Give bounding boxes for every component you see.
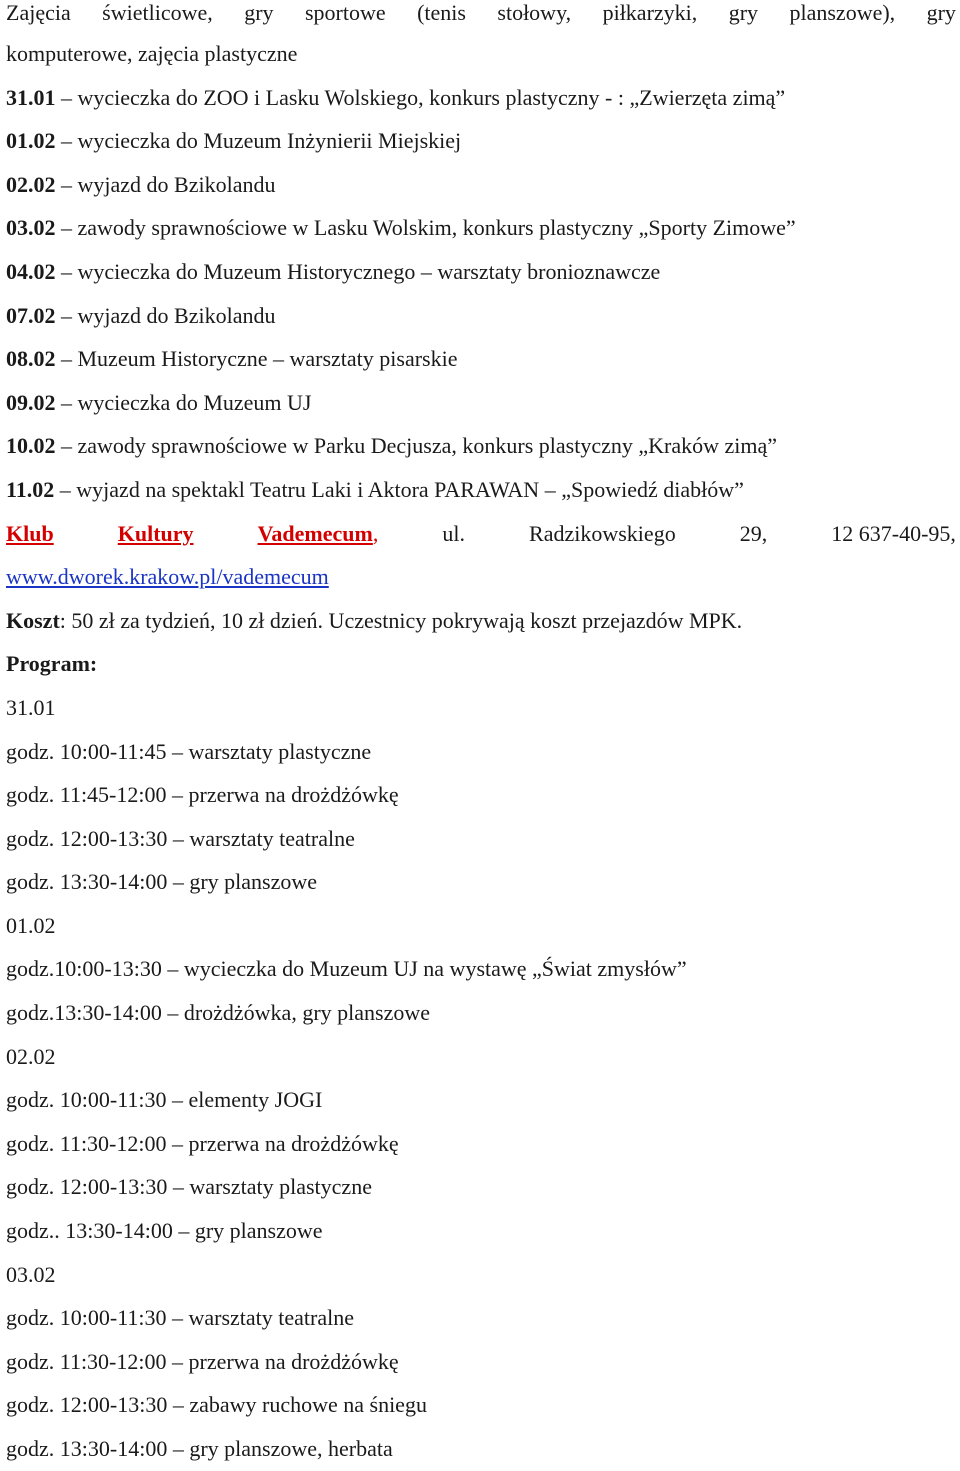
program-item: godz. 11:30-12:00 – przerwa na drożdżówkę — [6, 1348, 399, 1374]
program-day — [6, 686, 956, 904]
document-page — [6, 0, 956, 1471]
event-text: – Muzeum Historyczne – warsztaty pisarskie — [61, 346, 458, 372]
intro-word: planszowe), — [789, 0, 896, 25]
program-item: godz. 11:45-12:00 – przerwa na drożdżówkę — [6, 782, 399, 808]
program-day-date: 01.02 — [6, 912, 56, 938]
intro-word: sportowe — [304, 0, 386, 25]
program-item: godz. 10:00-11:45 – warsztaty plastyczne — [6, 738, 372, 764]
event-date: 10.02 — [6, 433, 56, 459]
event-row — [6, 294, 956, 338]
event-row — [6, 337, 956, 381]
intro-line-2: komputerowe, zajęcia plastyczne — [6, 41, 298, 66]
program-heading: Program: — [6, 651, 98, 677]
event-text: – zawody sprawnościowe w Parku Decjusza, konkurs plastyczny „Kraków zimą” — [61, 433, 777, 459]
event-date: 31.01 — [6, 84, 56, 110]
venue-name-word: Kultury — [117, 520, 194, 546]
event-text: – wycieczka do ZOO i Lasku Wolskiego, konkurs plastyczny - : „Zwierzęta zimą” — [61, 84, 786, 110]
event-date: 11.02 — [6, 476, 55, 502]
program-day-date: 03.02 — [6, 1261, 56, 1287]
program-day — [6, 1035, 956, 1253]
event-date: 01.02 — [6, 128, 56, 154]
events-list — [6, 76, 956, 512]
event-date: 07.02 — [6, 302, 56, 328]
event-text: – wycieczka do Muzeum Inżynierii Miejskiej — [61, 128, 462, 154]
event-text: – zawody sprawnościowe w Lasku Wolskim, konkurs plastyczny „Sporty Zimowe” — [61, 215, 796, 241]
intro-word: piłkarzyki, — [602, 0, 698, 25]
event-text: – wycieczka do Muzeum Historycznego – warsztaty bronioznawcze — [61, 258, 661, 284]
venue-url-row — [6, 555, 956, 599]
intro-word: świetlicowe, — [102, 0, 213, 25]
intro-line-1 — [6, 0, 956, 32]
event-row — [6, 76, 956, 120]
program-item: godz.10:00-13:30 – wycieczka do Muzeum UJ na wystawę „Świat zmysłów” — [6, 956, 687, 982]
event-row — [6, 119, 956, 163]
program-item: godz.. 13:30-14:00 – gry planszowe — [6, 1218, 323, 1244]
venue-name-word: Klub — [6, 520, 54, 546]
venue-name-word: Vademecum — [257, 520, 373, 546]
venue-line — [6, 512, 956, 556]
cost-text: : 50 zł za tydzień, 10 zł dzień. Uczestnicy pokrywają koszt przejazdów MPK. — [59, 607, 743, 633]
program-item: godz. 13:30-14:00 – gry planszowe, herbata — [6, 1436, 393, 1461]
program-item: godz. 12:00-13:30 – zabawy ruchowe na śniegu — [6, 1392, 427, 1418]
event-text: – wyjazd do Bzikolandu — [61, 302, 276, 328]
venue-comma: , — [372, 520, 379, 546]
program-item: godz. 12:00-13:30 – warsztaty teatralne — [6, 825, 355, 851]
event-text: – wyjazd na spektakl Teatru Laki i Aktora PARAWAN – „Spowiedź diabłów” — [59, 476, 744, 502]
venue-url-link[interactable]: www.dworek.krakow.pl/vademecum — [6, 564, 329, 590]
event-row — [6, 163, 956, 207]
event-date: 09.02 — [6, 389, 56, 415]
event-row — [6, 424, 956, 468]
cost-line — [6, 599, 956, 643]
event-date: 02.02 — [6, 171, 56, 197]
event-date: 08.02 — [6, 346, 56, 372]
intro-word: gry — [728, 0, 759, 25]
intro-word: Zajęcia — [6, 0, 71, 25]
intro-word: stołowy, — [497, 0, 572, 25]
event-row — [6, 250, 956, 294]
address-word: ul. — [442, 520, 466, 546]
program-day-date: 02.02 — [6, 1043, 56, 1069]
program-item: godz. 13:30-14:00 – gry planszowe — [6, 869, 317, 895]
address-word: 29, — [739, 520, 768, 546]
event-text: – wycieczka do Muzeum UJ — [61, 389, 312, 415]
address-word: 12 637-40-95, — [831, 520, 956, 546]
event-row — [6, 206, 956, 250]
cost-label: Koszt — [6, 607, 60, 633]
program-item: godz.13:30-14:00 – drożdżówka, gry planszowe — [6, 1000, 431, 1026]
venue-name-group — [258, 512, 379, 556]
program-item: godz. 10:00-11:30 – warsztaty teatralne — [6, 1305, 355, 1331]
program-item: godz. 12:00-13:30 – warsztaty plastyczne — [6, 1174, 372, 1200]
program-day — [6, 1253, 956, 1471]
intro-word: gry — [244, 0, 274, 25]
program-item: godz. 10:00-11:30 – elementy JOGI — [6, 1087, 323, 1113]
event-text: – wyjazd do Bzikolandu — [61, 171, 276, 197]
event-row — [6, 468, 956, 512]
intro-word: (tenis — [417, 0, 466, 25]
intro-word: gry — [926, 0, 956, 25]
event-date: 04.02 — [6, 258, 56, 284]
program-day — [6, 904, 956, 1035]
program-item: godz. 11:30-12:00 – przerwa na drożdżówkę — [6, 1130, 399, 1156]
program-day-date: 31.01 — [6, 694, 56, 720]
event-date: 03.02 — [6, 215, 56, 241]
event-row — [6, 381, 956, 425]
address-word: Radzikowskiego — [529, 520, 676, 546]
